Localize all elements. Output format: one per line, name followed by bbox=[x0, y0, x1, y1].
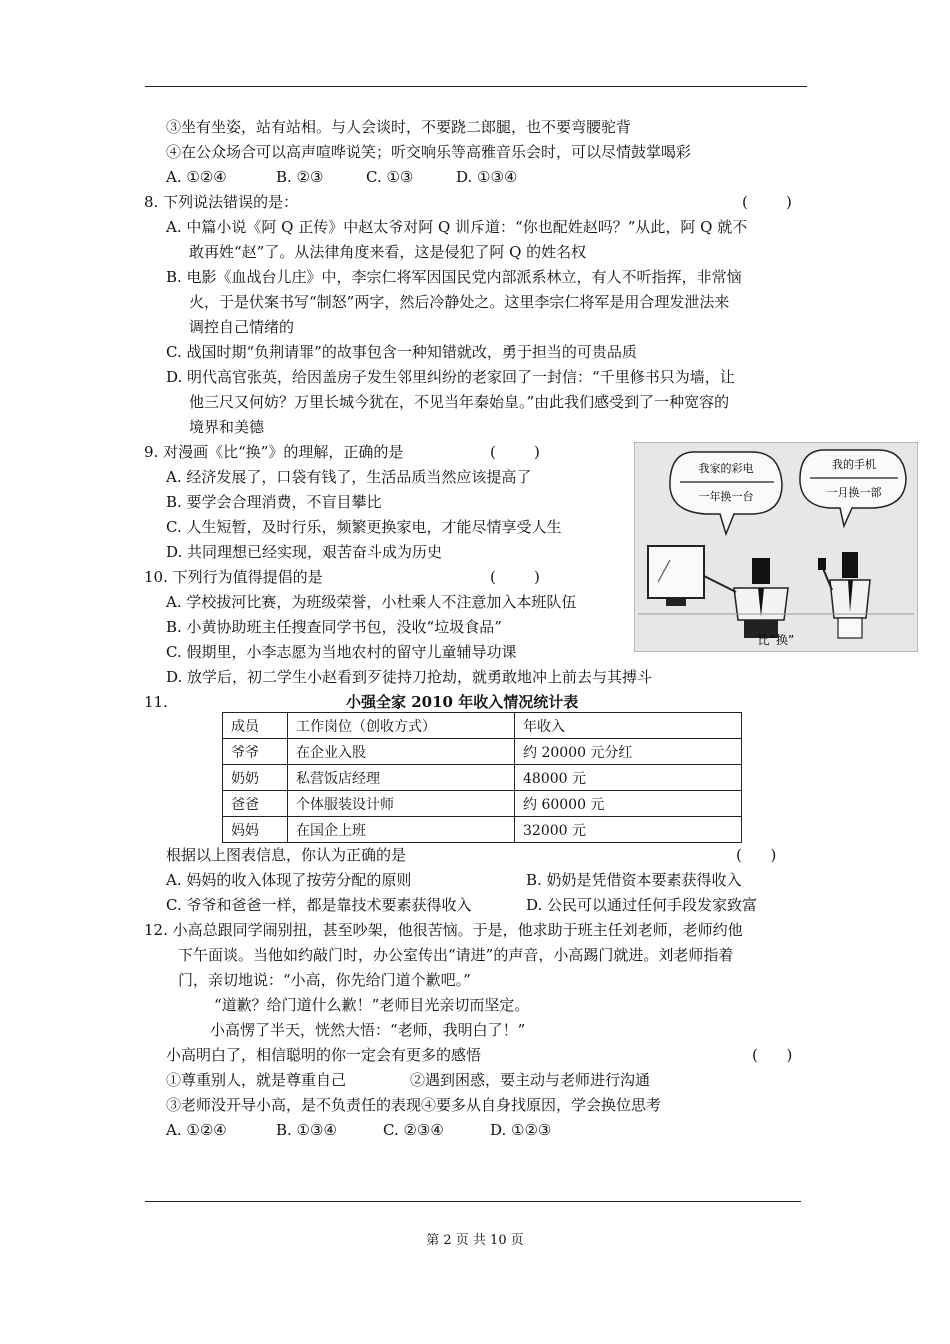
q9-option-d: D. 共同理想已经实现，艰苦奋斗成为历史 bbox=[166, 543, 443, 561]
table-cell: 48000 元 bbox=[515, 765, 742, 791]
q7-choice-c: C. ①③ bbox=[366, 168, 414, 186]
q10-stem: 10. 下列行为值得提倡的是 bbox=[144, 568, 323, 586]
q8-option-b-line2: 火，于是伏案书写“制怒”两字，然后冷静处之。这里李宗仁将军是用合理发泄法来 bbox=[189, 293, 730, 311]
q9-option-c: C. 人生短暂，及时行乐，频繁更换家电，才能尽情享受人生 bbox=[166, 518, 562, 536]
cartoon-bubble-right-line2: 一月换一部 bbox=[826, 486, 882, 499]
q8-answer-paren: ( ) bbox=[742, 193, 792, 211]
q11-question: 根据以上图表信息，你认为正确的是 bbox=[166, 846, 407, 864]
table-header-cell: 成员 bbox=[223, 713, 288, 739]
table-cell: 个体服装设计师 bbox=[288, 791, 515, 817]
q10-option-d: D. 放学后，初二学生小赵看到歹徒持刀抢劫，就勇敢地冲上前去与其搏斗 bbox=[166, 668, 653, 686]
q11-option-d: D. 公民可以通过任何手段发家致富 bbox=[526, 896, 758, 914]
q12-stem-line4: “道歉？给门道什么歉！”老师目光亲切而坚定。 bbox=[214, 996, 530, 1014]
table-row bbox=[223, 791, 742, 817]
table-row bbox=[223, 739, 742, 765]
q12-stem-line5: 小高愣了半天，恍然大悟：“老师，我明白了！” bbox=[210, 1021, 526, 1039]
table-cell: 私营饭店经理 bbox=[288, 765, 515, 791]
q9-stem: 9. 对漫画《比“换”》的理解，正确的是 bbox=[144, 443, 404, 461]
cartoon-bubble-left-line2: 一年换一台 bbox=[698, 490, 754, 503]
q7-option-4: ④在公众场合可以高声喧哗说笑；听交响乐等高雅音乐会时，可以尽情鼓掌喝彩 bbox=[166, 143, 692, 161]
q9-option-a: A. 经济发展了，口袋有钱了，生活品质当然应该提高了 bbox=[166, 468, 532, 486]
q12-choice-a: A. ①②④ bbox=[166, 1121, 227, 1139]
q12-option-2: ②遇到困惑，要主动与老师进行沟通 bbox=[410, 1071, 651, 1089]
q11-table-title: 小强全家 2010 年收入情况统计表 bbox=[346, 693, 579, 711]
q8-option-a-line2: 敢再姓“赵”了。从法律角度来看，这是侵犯了阿 Q 的姓名权 bbox=[189, 243, 587, 261]
table-cell: 32000 元 bbox=[515, 817, 742, 843]
q12-question: 小高明白了，相信聪明的你一定会有更多的感悟 bbox=[166, 1046, 482, 1064]
table-cell: 爸爸 bbox=[223, 791, 288, 817]
q11-option-c: C. 爷爷和爸爸一样，都是靠技术要素获得收入 bbox=[166, 896, 472, 914]
q8-option-a-line1: A. 中篇小说《阿 Q 正传》中赵太爷对阿 Q 训斥道：“你也配姓赵吗？”从此，阿 Q 就不 bbox=[166, 218, 748, 236]
table-cell: 在企业入股 bbox=[288, 739, 515, 765]
table-header-row bbox=[223, 713, 742, 739]
q12-choice-c: C. ②③④ bbox=[383, 1121, 444, 1139]
table-cell: 爷爷 bbox=[223, 739, 288, 765]
q7-choice-b: B. ②③ bbox=[276, 168, 324, 186]
cartoon-bi-huan bbox=[634, 442, 918, 652]
q8-option-b-line1: B. 电影《血战台儿庄》中，李宗仁将军因国民党内部派系林立，有人不听指挥，非常恼 bbox=[166, 268, 742, 286]
q10-option-c: C. 假期里，小李志愿为当地农村的留守儿童辅导功课 bbox=[166, 643, 517, 661]
q11-answer-paren: ( ) bbox=[736, 846, 777, 864]
q12-stem-line1: 12. 小高总跟同学闹别扭，甚至吵架，他很苦恼。于是，他求助于班主任刘老师，老师约他 bbox=[144, 921, 743, 939]
q9-option-b: B. 要学会合理消费，不盲目攀比 bbox=[166, 493, 382, 511]
q12-stem-line3: 门，亲切地说：“小高，你先给门道个歉吧。” bbox=[178, 971, 471, 989]
q7-choice-a: A. ①②④ bbox=[166, 168, 227, 186]
q8-option-d-line1: D. 明代高官张英，给因盖房子发生邻里纠纷的老家回了一封信：“千里修书只为墙，让 bbox=[166, 368, 735, 386]
table-cell: 奶奶 bbox=[223, 765, 288, 791]
cartoon-bubble-left-line1: 我家的彩电 bbox=[698, 462, 754, 475]
q7-choice-d: D. ①③④ bbox=[456, 168, 518, 186]
q10-option-a: A. 学校拔河比赛，为班级荣誉，小杜乘人不注意加入本班队伍 bbox=[166, 593, 577, 611]
q7-option-3: ③坐有坐姿，站有站相。与人会谈时，不要跷二郎腿，也不要弯腰驼背 bbox=[166, 118, 632, 136]
table-header-cell: 工作岗位（创收方式） bbox=[288, 713, 515, 739]
q10-answer-paren: ( ) bbox=[490, 568, 540, 586]
header-rule bbox=[145, 86, 807, 87]
cartoon-caption: 比“换” bbox=[757, 633, 795, 647]
q11-number: 11. bbox=[144, 693, 168, 711]
q8-option-d-line2: 他三尺又何妨？万里长城今犹在，不见当年秦始皇。”由此我们感受到了一种宽容的 bbox=[189, 393, 730, 411]
q12-answer-paren: ( ) bbox=[752, 1046, 793, 1064]
table-cell: 约 60000 元 bbox=[515, 791, 742, 817]
table-cell: 约 20000 元分红 bbox=[515, 739, 742, 765]
table-row bbox=[223, 765, 742, 791]
table-cell: 在国企上班 bbox=[288, 817, 515, 843]
q8-option-d-line3: 境界和美德 bbox=[189, 418, 265, 436]
q8-option-b-line3: 调控自己情绪的 bbox=[189, 318, 295, 336]
q9-answer-paren: ( ) bbox=[490, 443, 540, 461]
table-row bbox=[223, 817, 742, 843]
q12-option-1: ①尊重别人，就是尊重自己 bbox=[166, 1071, 347, 1089]
q11-option-b: B. 奶奶是凭借资本要素获得收入 bbox=[526, 871, 742, 889]
q12-choice-d: D. ①②③ bbox=[490, 1121, 552, 1139]
q12-stem-line2: 下午面谈。当他如约敲门时，办公室传出“请进”的声音，小高踢门就进。刘老师指着 bbox=[178, 946, 734, 964]
q8-option-c: C. 战国时期“负荆请罪”的故事包含一种知错就改，勇于担当的可贵品质 bbox=[166, 343, 637, 361]
page-number: 第 2 页 共 10 页 bbox=[426, 1233, 524, 1248]
table-header-cell: 年收入 bbox=[515, 713, 742, 739]
footer-rule bbox=[145, 1201, 801, 1202]
cartoon-bubble-right-line1: 我的手机 bbox=[832, 458, 876, 471]
table-cell: 妈妈 bbox=[223, 817, 288, 843]
q12-option-3-4: ③老师没开导小高，是不负责任的表现④要多从自身找原因，学会换位思考 bbox=[166, 1096, 662, 1114]
q12-choice-b: B. ①③④ bbox=[276, 1121, 337, 1139]
q8-stem: 8. 下列说法错误的是： bbox=[144, 193, 299, 211]
q11-option-a: A. 妈妈的收入体现了按劳分配的原则 bbox=[166, 871, 412, 889]
income-table bbox=[222, 712, 742, 843]
q10-option-b: B. 小黄协助班主任搜查同学书包，没收“垃圾食品” bbox=[166, 618, 502, 636]
